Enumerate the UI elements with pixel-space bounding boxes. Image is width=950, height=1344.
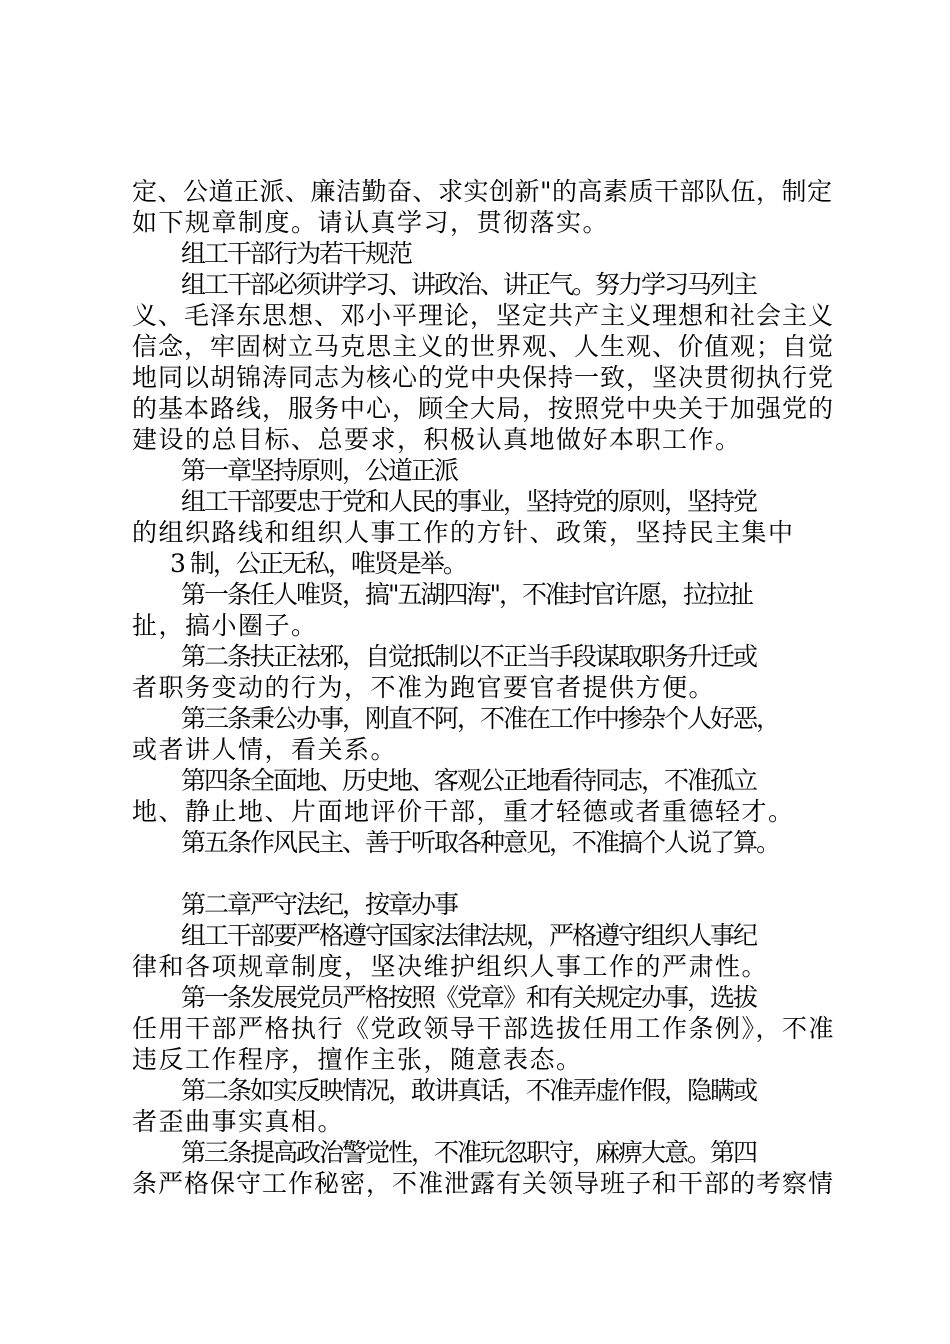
text-line: 的基本路线，服务中心，顾全大局，按照党中央关于加强党的 [132, 394, 835, 423]
article-line: 第二条如实反映情况，敢讲真话，不准弄虚作假，隐瞒或 [181, 1076, 757, 1105]
text-line: 任用干部严格执行《党政领导干部选拔任用工作条例》，不准 [132, 1014, 836, 1043]
text-line: 律和各项规章制度，坚决维护组织人事工作的严肃性。 [132, 952, 769, 981]
text-line: 如下规章制度。请认真学习，贯彻落实。 [132, 208, 610, 237]
text-line: 建设的总目标、总要求，积极认真地做好本职工作。 [132, 425, 742, 454]
text-line: 组工干部要忠于党和人民的事业，坚持党的原则，坚持党 [181, 487, 757, 516]
text-line: 者歪曲事实真相。 [132, 1107, 345, 1136]
text-line: 者职务变动的行为，不准为跑官要官者提供方便。 [132, 673, 716, 702]
article-line: 第四条全面地、历史地、客观公正地看待同志，不准孤立 [181, 766, 757, 795]
text-line: 或者讲人情，看关系。 [132, 735, 398, 764]
article-line: 第二条扶正祛邪，自觉抵制以不正当手段谋取职务升迁或 [181, 642, 757, 671]
text-line: 扯，搞小圈子。 [132, 611, 318, 640]
text-line: 地、静止地、片面地评价干部，重才轻德或者重德轻才。 [132, 797, 795, 826]
text-line: 组工干部必须讲学习、讲政治、讲正气。努力学习马列主 [181, 270, 757, 299]
article-line: 第五条作风民主、善于听取各种意见，不准搞个人说了算。 [181, 828, 780, 857]
text-line: 义、毛泽东思想、邓小平理论，坚定共产主义理想和社会主义 [132, 301, 835, 330]
text-line: 的组织路线和组织人事工作的方针、政策，坚持民主集中 [132, 518, 795, 547]
text-line: 3 制，公正无私，唯贤是举。 [170, 549, 466, 578]
article-line: 第三条提高政治警觉性，不准玩忽职守，麻痹大意。第四 [181, 1138, 757, 1167]
text-line: 条严格保守工作秘密，不准泄露有关领导班子和干部的考察情 [132, 1169, 835, 1198]
text-line: 地同以胡锦涛同志为核心的党中央保持一致，坚决贯彻执行党 [132, 363, 835, 392]
text-line: 信念，牢固树立马克思主义的世界观、人生观、价值观；自觉 [132, 332, 835, 361]
chapter-heading: 第二章严守法纪，按章办事 [181, 890, 458, 919]
article-line: 第一条发展党员严格按照《党章》和有关规定办事，选拔 [181, 983, 757, 1012]
chapter-heading: 第一章坚持原则，公道正派 [181, 456, 458, 485]
text-line: 违反工作程序，擅作主张，随意表态。 [132, 1045, 583, 1074]
section-heading: 组工干部行为若干规范 [181, 239, 412, 268]
article-line: 第三条秉公办事，刚直不阿，不准在工作中掺杂个人好恶， [181, 704, 780, 733]
text-line: 定、公道正派、廉洁勤奋、求实创新"的高素质干部队伍，制定 [132, 177, 833, 206]
text-line: 组工干部要严格遵守国家法律法规，严格遵守组织人事纪 [181, 921, 757, 950]
article-line: 第一条任人唯贤，搞"五湖四海"，不准封官许愿，拉拉扯 [181, 580, 753, 609]
